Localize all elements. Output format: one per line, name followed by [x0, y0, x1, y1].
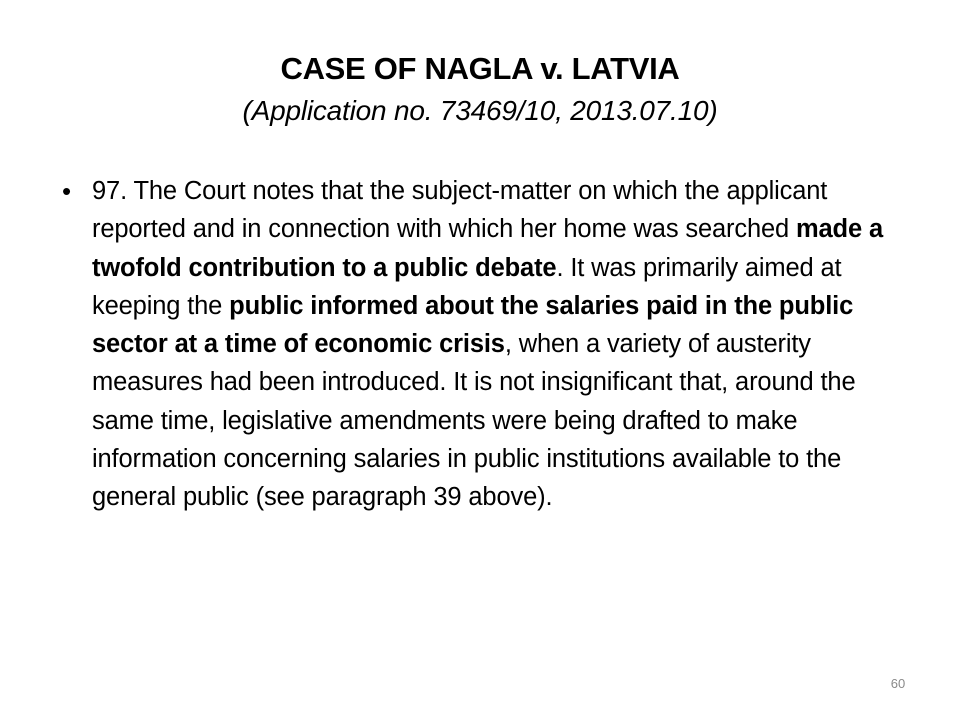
paragraph-emphasis-2: public informed about the salaries paid in the public sector at a time of economic crisis	[92, 291, 854, 359]
slide-subtitle: (Application no. 73469/10, 2013.07.10)	[242, 95, 718, 126]
page-number: 60	[890, 676, 906, 691]
title-block	[60, 48, 900, 132]
bullet-list	[62, 172, 908, 517]
bullet-paragraph	[92, 172, 908, 517]
bullet-icon: •	[62, 176, 72, 206]
paragraph-text-3: , when a variety of austerity measures had been introduced. It is not insignificant that, around the same time, legislative amendments were being drafted to make information concerning salaries in public institutions available to the general public (see paragraph 39 above).	[92, 330, 856, 512]
paragraph-emphasis-1: made a twofold contribution to a public debate	[92, 215, 883, 282]
paragraph-text-2: . It was primarily aimed at keeping the	[92, 253, 842, 320]
paragraph-text-1: 97. The Court notes that the subject-matter on which the applicant reported and in connection with which her home was searched	[92, 177, 828, 244]
slide-title: CASE OF NAGLA v. LATVIA	[280, 51, 680, 86]
